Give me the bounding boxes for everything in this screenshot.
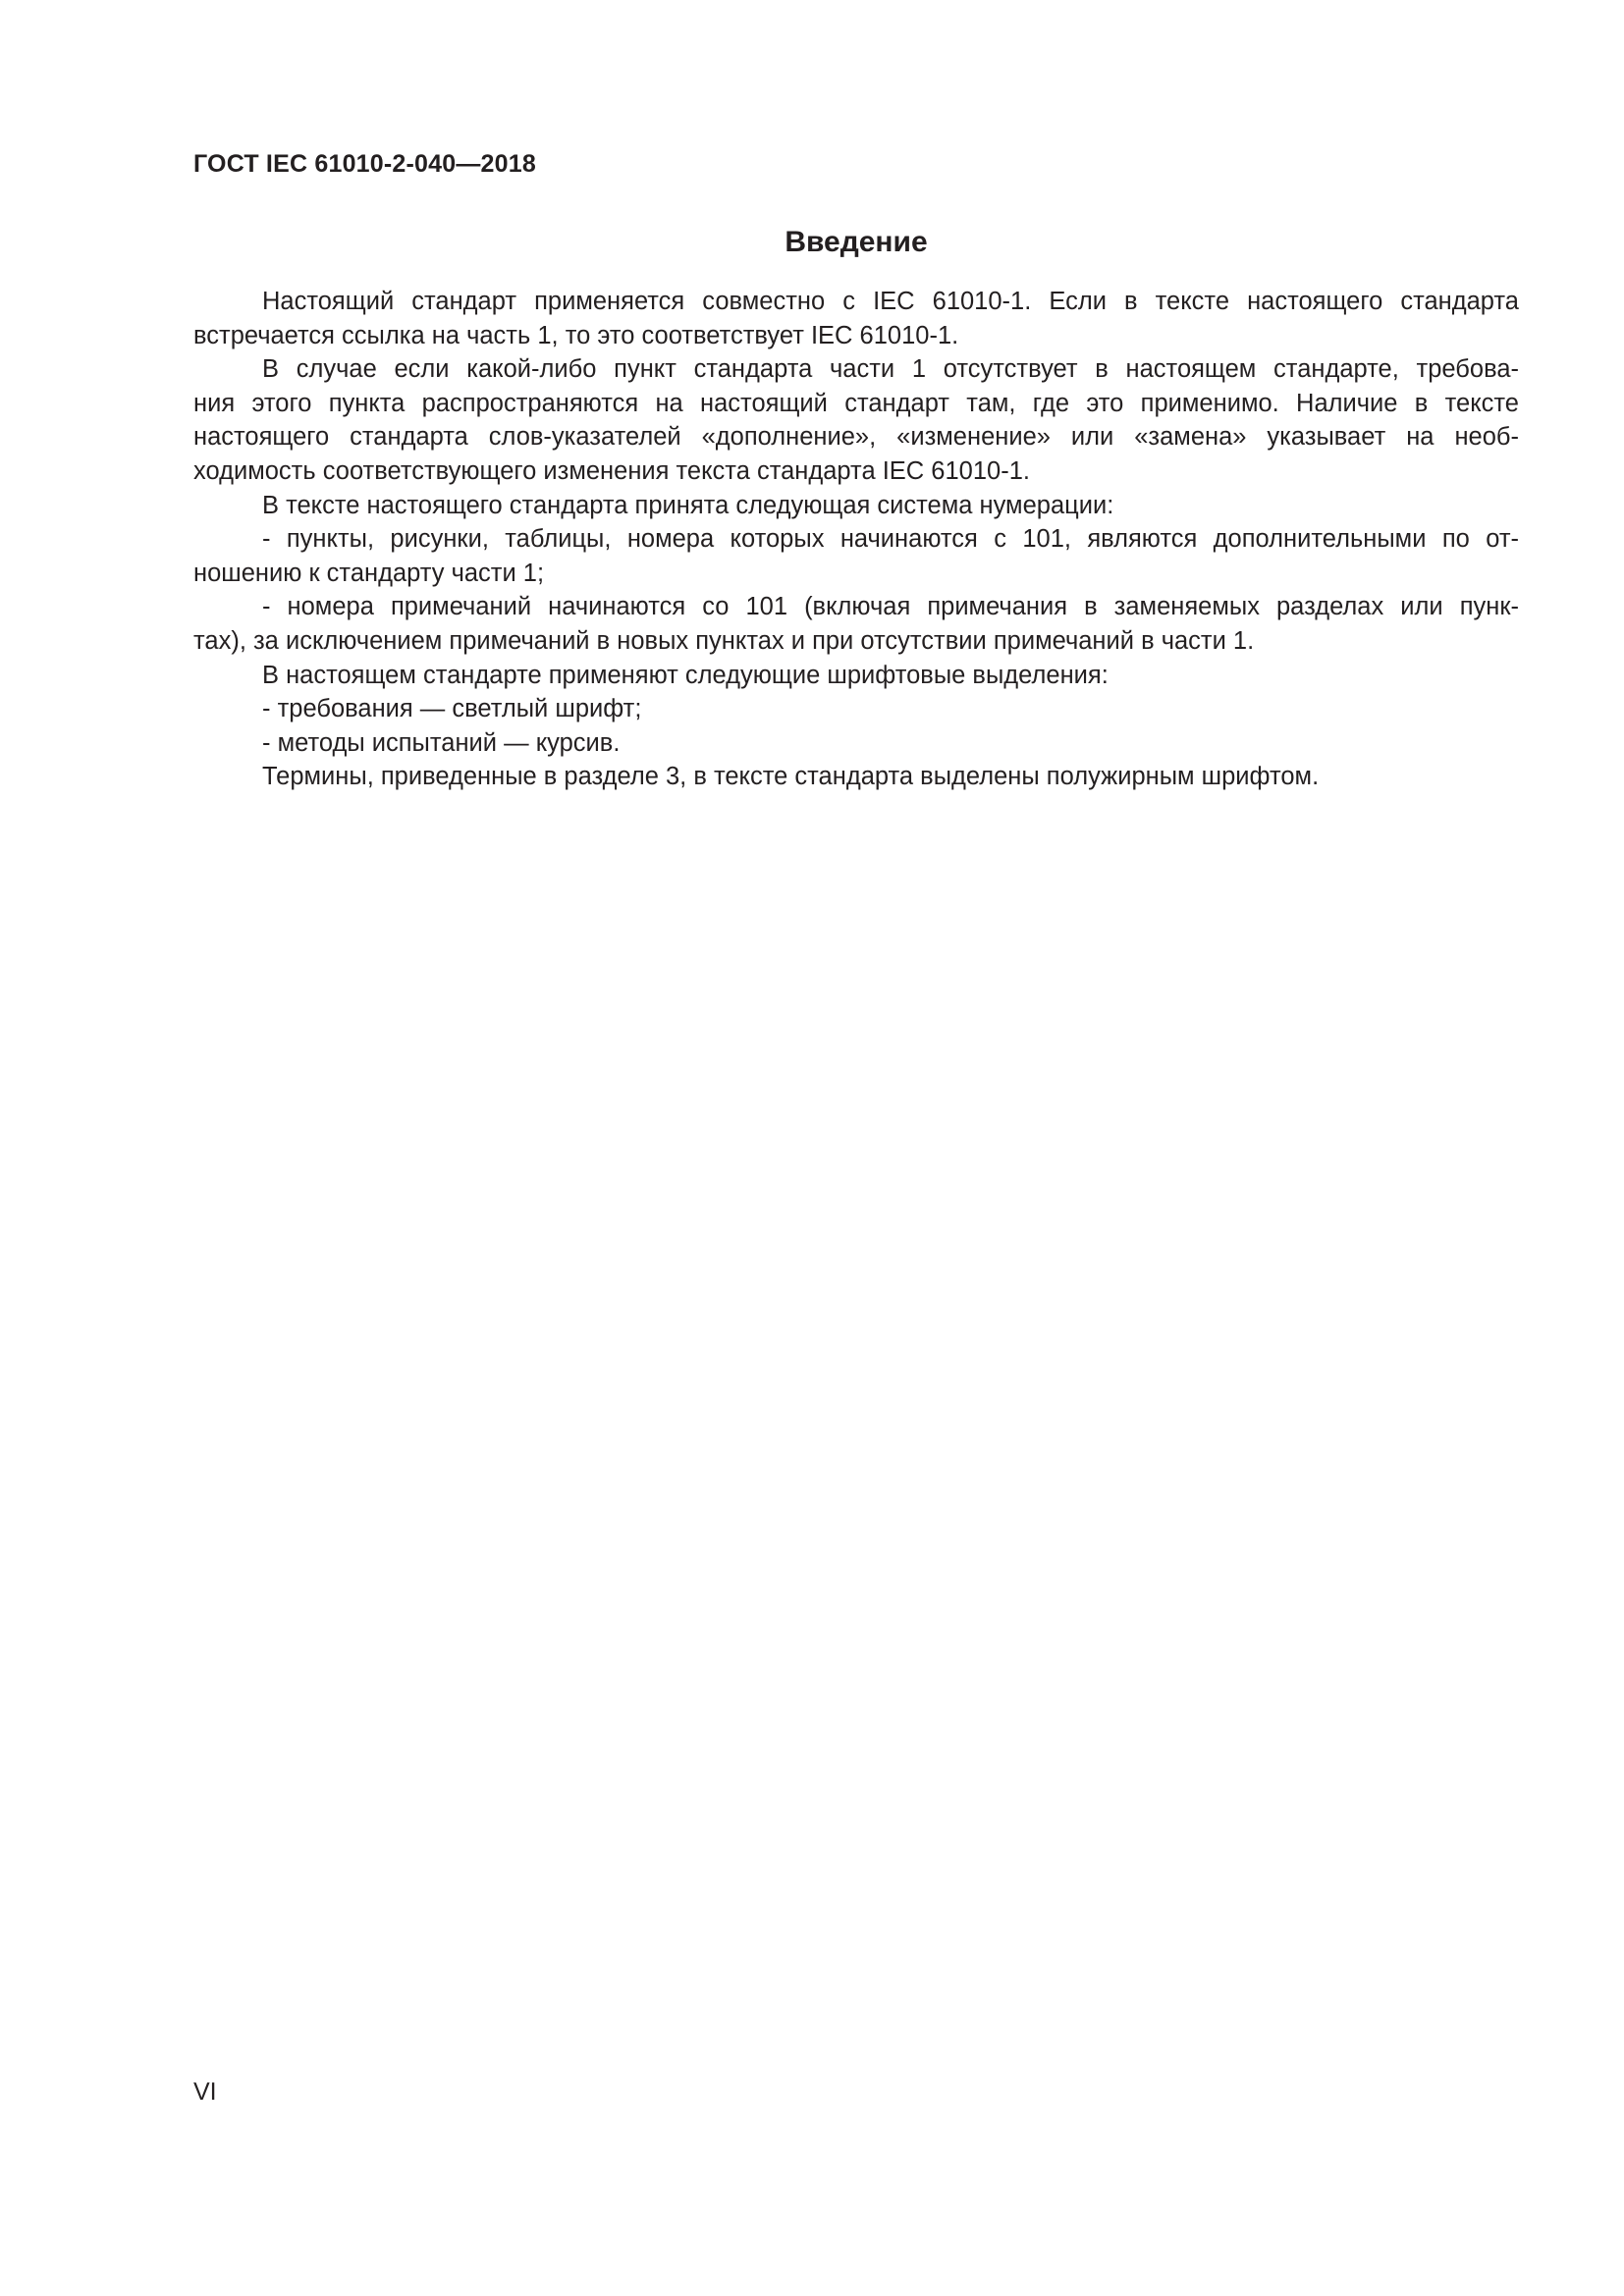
paragraph-line: В тексте настоящего стандарта принята следующая система нумерации: [262,491,1114,519]
paragraph-line: В случае если какой-либо пункт стандарта части 1 отсутствует в настоящем стандарте, требова- [262,355,1519,384]
list-item-line: - методы испытаний — курсив. [262,728,621,757]
paragraph-line: настоящего стандарта слов-указателей «дополнение», «изменение» или «замена» указывает на необ- [193,423,1519,452]
paragraph-line: ния этого пункта распространяются на настоящий стандарт там, где это применимо. Наличие в тексте [193,389,1519,417]
document-code: ГОСТ IEC 61010-2-040—2018 [193,150,536,178]
paragraph-line: Термины, приведенные в разделе 3, в тексте стандарта выделены полужирным шрифтом. [262,763,1320,791]
page-number: VI [193,2078,217,2106]
section-title: Введение [785,226,928,258]
list-item-line: - номера примечаний начинаются со 101 (включая примечания в заменяемых разделах или пунк- [262,593,1519,621]
list-item-line: ношению к стандарту части 1; [193,559,545,587]
paragraph-line: ходимость соответствующего изменения текста стандарта IEC 61010-1. [193,456,1030,485]
paragraph-line: Настоящий стандарт применяется совместно с IEC 61010-1. Если в тексте настоящего стандарта [262,288,1519,315]
list-item-line: - требования — светлый шрифт; [262,695,642,723]
paragraph-line: В настоящем стандарте применяют следующие шрифтовые выделения: [262,661,1109,689]
body-text [193,285,1519,794]
list-item-line: тах), за исключением примечаний в новых пунктах и при отсутствии примечаний в части 1. [193,626,1255,655]
list-item-line: - пункты, рисунки, таблицы, номера которых начинаются с 101, являются дополнительными по от- [262,525,1519,554]
paragraph-line: встречается ссылка на часть 1, то это соответствует IEC 61010-1. [193,321,959,349]
